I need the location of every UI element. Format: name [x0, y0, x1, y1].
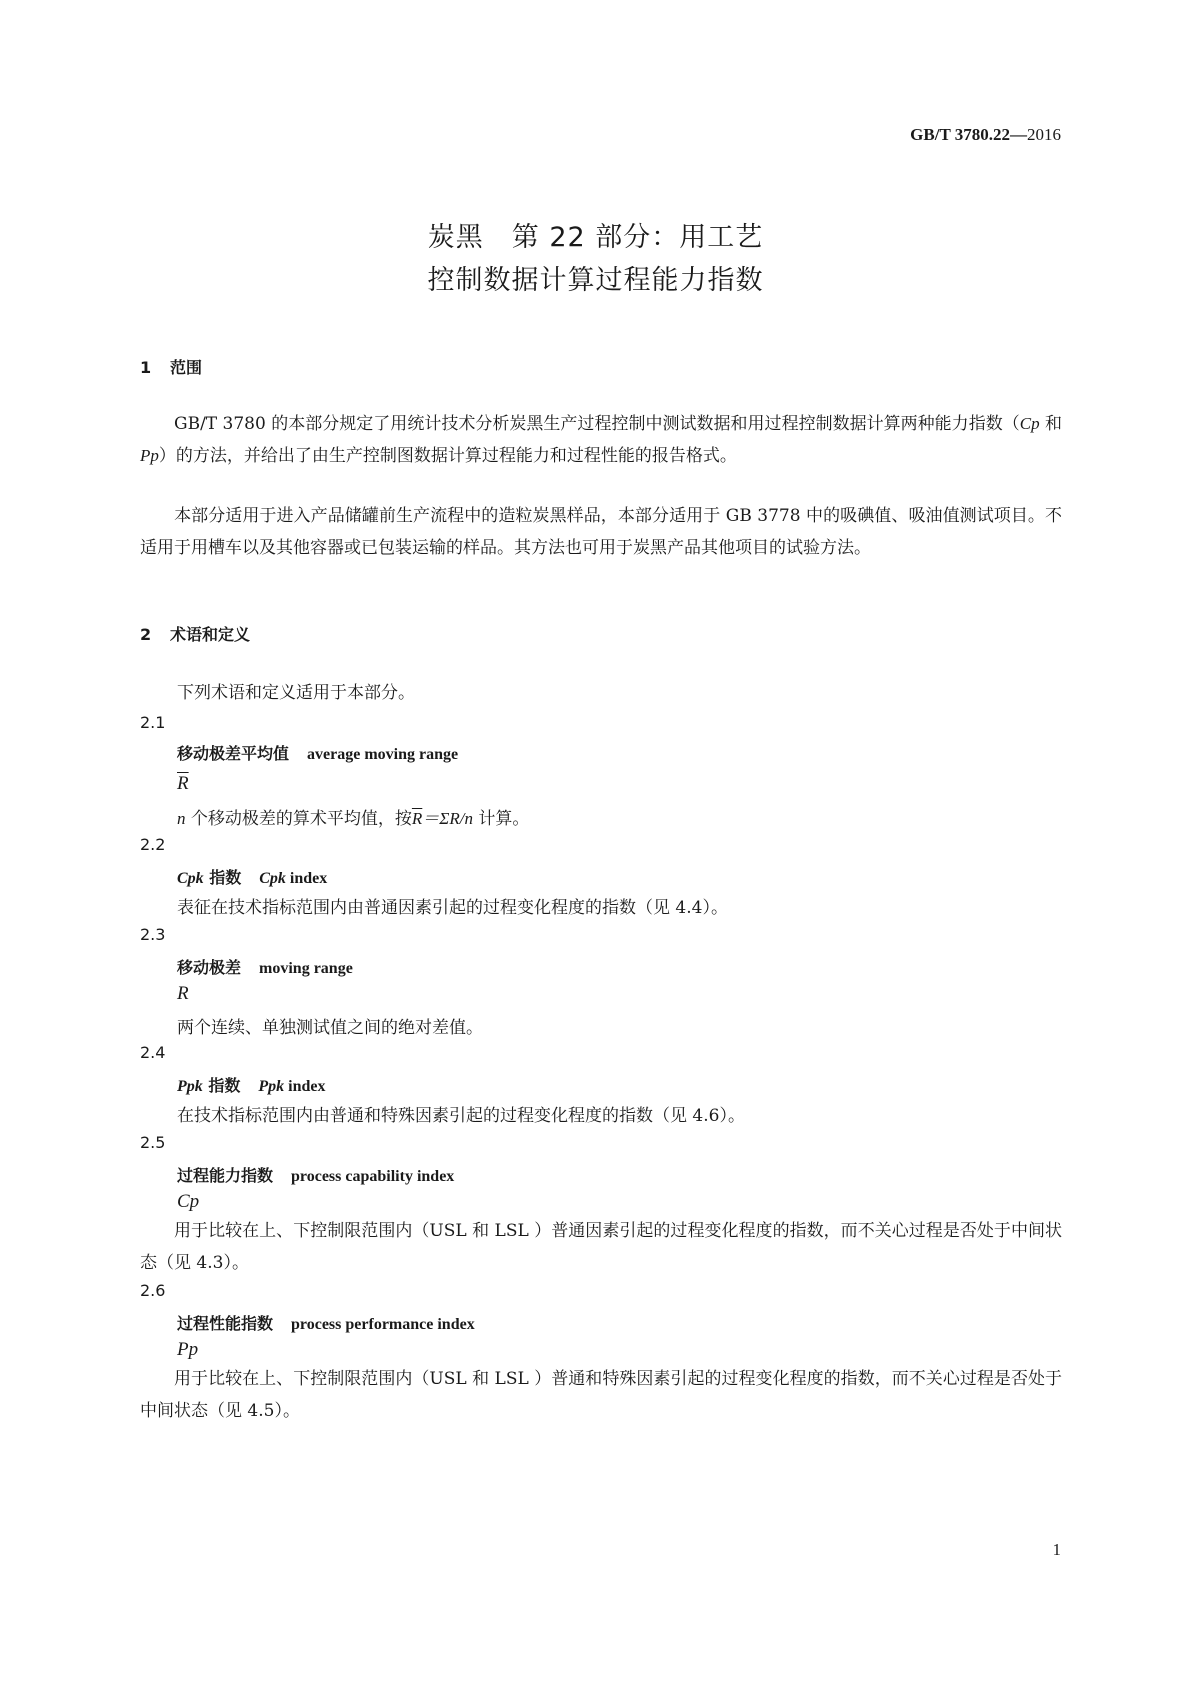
term-2-3-symbol: R	[177, 983, 189, 1004]
document-title-line1: 炭黑 第 22 部分：用工艺	[427, 222, 764, 253]
term-2-4: Ppk 指数 Ppk index	[177, 1076, 326, 1095]
term-2-6-symbol: Pp	[177, 1339, 199, 1360]
term-2-4-definition: 在技术指标范围内由普通和特殊因素引起的过程变化程度的指数（见 4.6）。	[177, 1106, 745, 1126]
term-2-1: 移动极差平均值 average moving range	[177, 744, 459, 763]
section-2-heading: 2 术语和定义	[140, 625, 251, 644]
section-1-paragraph-1: GB/T 3780 的本部分规定了用统计技术分析炭黑生产过程控制中测试数据和用过程控制数据计算两种能力指数（Cp 和 Pp）的方法，并给出了由生产控制图数据计算过程能力和过程性能的报告格式。	[140, 414, 1062, 466]
section-2-intro: 下列术语和定义适用于本部分。	[177, 683, 415, 703]
term-2-2: Cpk 指数 Cpk index	[177, 868, 328, 887]
term-number-2-3: 2.3	[140, 925, 166, 944]
term-2-6-definition: 用于比较在上、下控制限范围内（USL 和 LSL ）普通和特殊因素引起的过程变化程度的指数，而不关心过程是否处于中间状态（见 4.5）。	[140, 1369, 1062, 1421]
section-1-heading: 1 范围	[140, 358, 203, 377]
standard-code: GB/T 3780.22—2016	[910, 125, 1061, 144]
term-2-5: 过程能力指数 process capability index	[177, 1166, 455, 1185]
term-2-6: 过程性能指数 process performance index	[177, 1314, 475, 1333]
term-2-5-definition: 用于比较在上、下控制限范围内（USL 和 LSL ）普通因素引起的过程变化程度的指数，而不关心过程是否处于中间状态（见 4.3）。	[140, 1221, 1062, 1273]
term-number-2-2: 2.2	[140, 835, 166, 854]
term-2-5-symbol: Cp	[177, 1191, 200, 1212]
document-title-line2: 控制数据计算过程能力指数	[427, 265, 764, 296]
term-number-2-6: 2.6	[140, 1281, 166, 1300]
term-2-2-definition: 表征在技术指标范围内由普通因素引起的过程变化程度的指数（见 4.4）。	[177, 898, 728, 918]
term-number-2-5: 2.5	[140, 1133, 166, 1152]
term-2-1-definition: n 个移动极差的算术平均值，按$\overline{R}=\Sigma R/n$ 计算。	[177, 809, 530, 829]
term-number-2-1: 2.1	[140, 713, 166, 732]
page-number: 1	[1052, 1540, 1061, 1559]
term-2-3-definition: 两个连续、单独测试值之间的绝对差值。	[177, 1018, 483, 1038]
term-2-1-symbol: $\overline{R}$	[177, 773, 189, 794]
term-2-3: 移动极差 moving range	[177, 958, 353, 977]
section-1-paragraph-2: 本部分适用于进入产品储罐前生产流程中的造粒炭黑样品，本部分适用于 GB 3778 中的吸碘值、吸油值测试项目。不适用于用槽车以及其他容器或已包装运输的样品。其方法也可用于炭黑产品其他项目的试验方法。	[140, 506, 1062, 558]
term-number-2-4: 2.4	[140, 1043, 166, 1062]
